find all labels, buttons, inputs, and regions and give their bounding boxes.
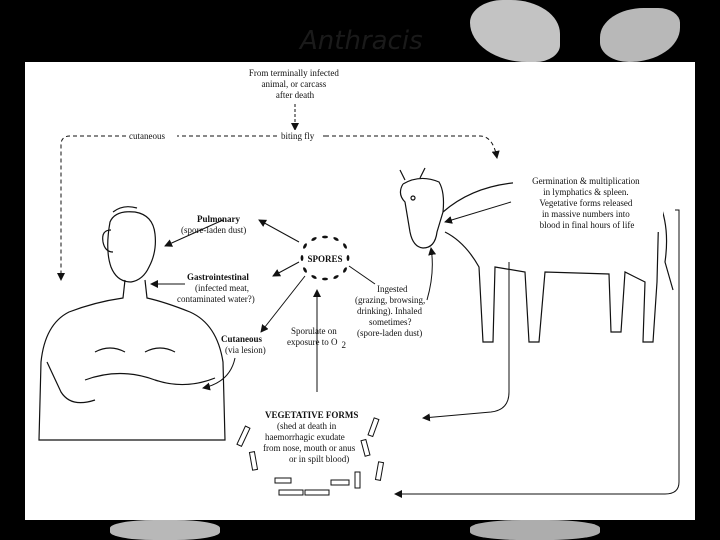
sporulate-subscript: 2 — [341, 340, 346, 350]
vegetative-line: (shed at death in — [277, 421, 337, 431]
biting-fly-route-arrow — [325, 136, 497, 158]
source-line: From terminally infected — [248, 68, 339, 78]
pulmonary-arrow — [259, 220, 299, 242]
ingested-label — [355, 284, 427, 338]
slide-title: Anthracis — [300, 26, 423, 56]
ingested-line: sometimes? — [369, 317, 412, 327]
germination-text — [532, 176, 642, 230]
vegetative-line: or in spilt blood) — [289, 454, 350, 464]
germination-line: in lymphatics & spleen. — [543, 187, 629, 197]
germination-line: Vegetative forms released — [539, 198, 633, 208]
blood-release-arrow — [395, 210, 679, 494]
source-line: after death — [275, 90, 315, 100]
cutaneous-label — [221, 329, 266, 355]
germination-line: blood in final hours of life — [539, 220, 635, 230]
gastro-label — [177, 267, 255, 304]
lymphatic-arrow — [445, 202, 511, 222]
diagram-svg — [25, 62, 695, 520]
source-line: animal, or carcass — [261, 79, 327, 89]
sporulate-line: Sporulate on — [291, 326, 337, 336]
vegetative-label — [263, 405, 362, 464]
background-decoration — [600, 8, 680, 62]
spores-label: SPORES — [307, 254, 343, 264]
background-decoration — [470, 0, 560, 62]
background-decoration — [110, 520, 220, 540]
gastro-title: Gastrointestinal — [187, 272, 249, 282]
ingested-line: drinking). Inhaled — [357, 306, 422, 316]
vegetative-title: VEGETATIVE FORMS — [265, 410, 359, 420]
vegetative-return-arrow — [423, 262, 509, 418]
vegetative-line: from nose, mouth or anus — [263, 443, 356, 453]
background-decoration — [470, 520, 600, 540]
cutaneous-route-label: cutaneous — [129, 131, 165, 141]
germination-line: in massive numbers into — [542, 209, 630, 219]
cutaneous-detail: (via lesion) — [225, 345, 266, 355]
gastro-detail: contaminated water?) — [177, 294, 255, 304]
anthrax-lifecycle-diagram — [25, 62, 695, 520]
ingested-line: Ingested — [377, 284, 408, 294]
ingested-arrow — [427, 248, 432, 300]
ingested-line: (spore-laden dust) — [357, 328, 423, 338]
pulmonary-title: Pulmonary — [197, 214, 241, 224]
gastro-detail: (infected meat, — [195, 283, 249, 293]
cutaneous-to-human-arrow — [203, 358, 235, 388]
ingested-line: (grazing, browsing, — [355, 295, 426, 305]
ingested-line-connector — [349, 266, 375, 284]
germination-line: Germination & multiplication — [532, 176, 640, 186]
sporulate-line: exposure to O — [287, 337, 338, 347]
cutaneous-title: Cutaneous — [221, 334, 263, 344]
biting-fly-label: biting fly — [281, 131, 315, 141]
human-figure — [39, 207, 225, 440]
vegetative-line: haemorrhagic exudate — [265, 432, 345, 442]
pulmonary-label — [181, 209, 246, 235]
source-text — [249, 68, 341, 100]
gastro-arrow — [273, 262, 299, 276]
pulmonary-detail: (spore-laden dust) — [181, 225, 247, 235]
cutaneous-arrow — [261, 276, 305, 332]
